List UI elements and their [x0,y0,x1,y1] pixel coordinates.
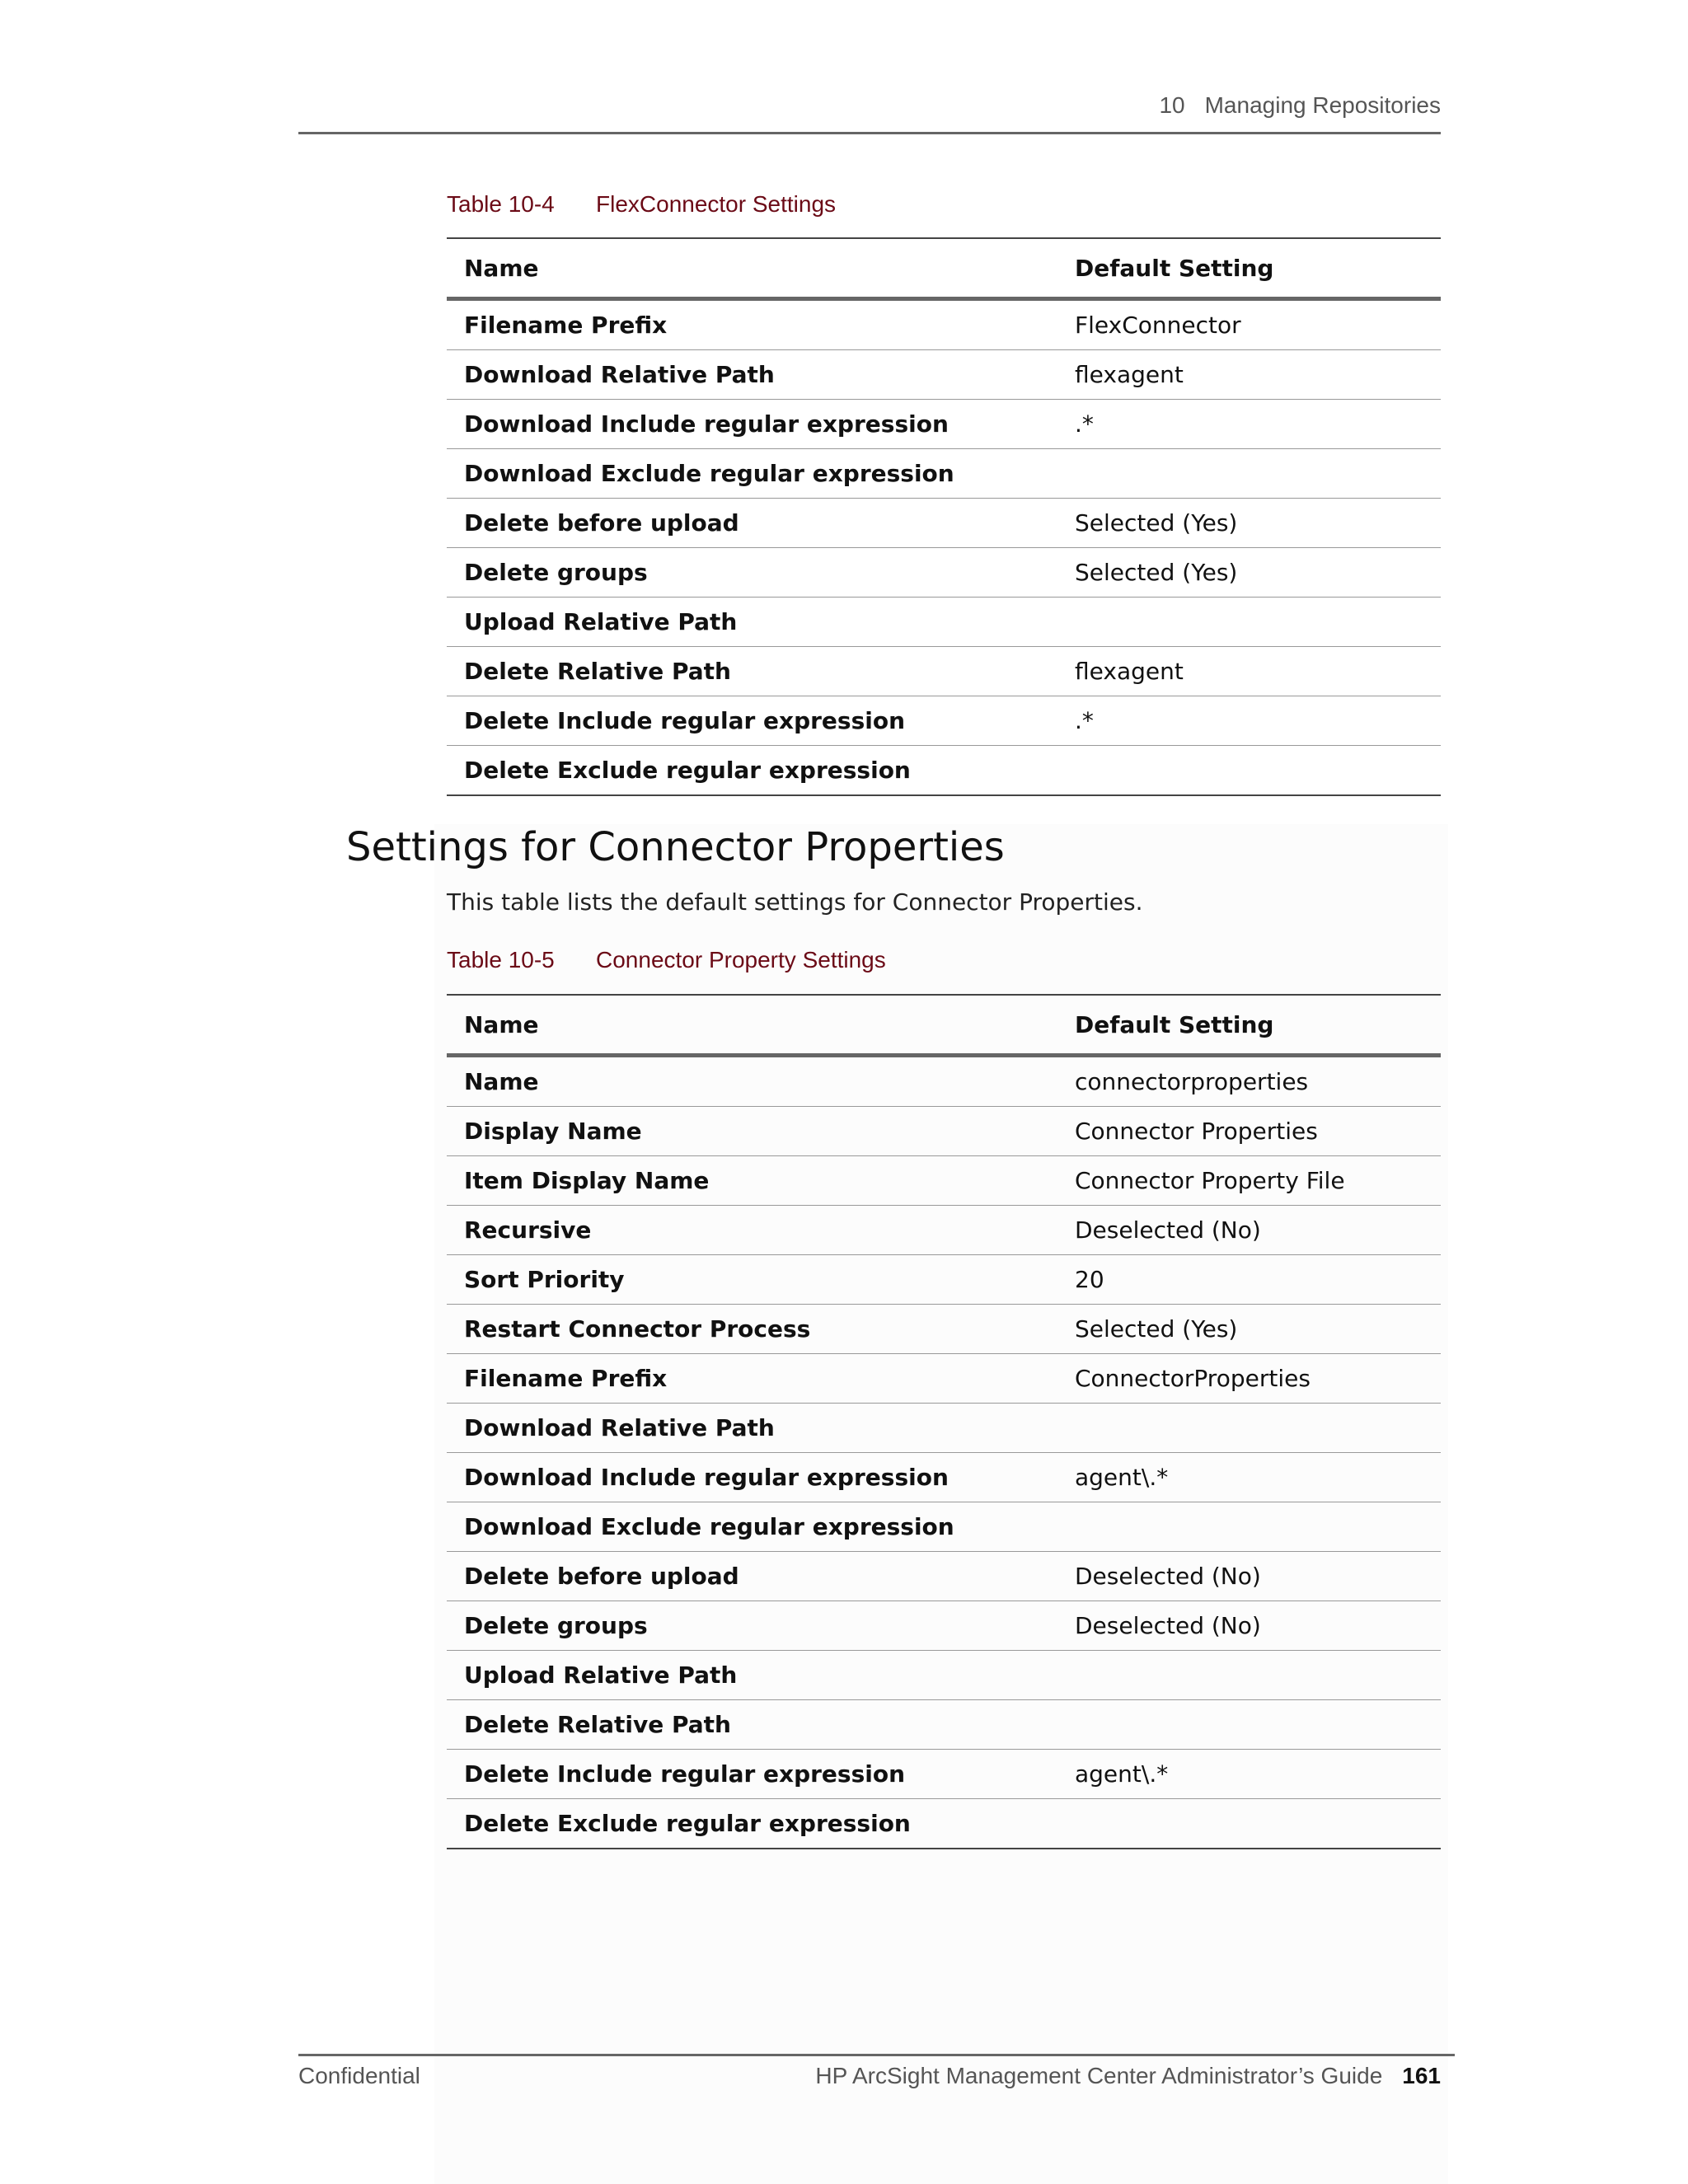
setting-name-cell: Delete Relative Path [464,658,731,685]
table-row [447,1255,1441,1305]
setting-name-cell: Upload Relative Path [464,608,738,635]
table-row [447,1354,1441,1404]
header-chapter-title: Managing Repositories [1204,92,1441,118]
table-row [447,299,1441,350]
setting-name-cell: Delete groups [464,1612,648,1639]
footer-confidential: Confidential [298,2063,420,2088]
setting-name-cell: Sort Priority [464,1266,625,1293]
table-row [447,598,1441,647]
default-setting-cell: connectorproperties [1075,1068,1309,1095]
table-caption-title: FlexConnector Settings [596,191,837,217]
page-number: 161 [1402,2063,1441,2088]
setting-name-cell: Filename Prefix [464,1365,668,1392]
default-setting-cell [1057,1700,1441,1750]
table-caption-flexconnector [447,191,836,218]
default-setting-cell [1057,1502,1441,1552]
setting-name-cell: Filename Prefix [464,312,668,339]
table-row [447,1453,1441,1502]
setting-name-cell: Download Exclude regular expression [464,460,954,487]
table-caption-number: Table 10-4 [447,191,555,217]
setting-name-cell: Download Include regular expression [464,1464,949,1491]
table-row [447,1404,1441,1453]
default-setting-cell: Selected (Yes) [1075,559,1238,586]
table-row [447,400,1441,449]
column-header-name: Name [464,254,539,282]
default-setting-cell [1057,1651,1441,1700]
default-setting-cell [1057,598,1441,647]
setting-name-cell: Delete Relative Path [464,1711,731,1738]
setting-name-cell: Upload Relative Path [464,1661,738,1689]
connector-property-settings-body [447,1056,1441,1849]
running-header [298,89,1441,134]
table-row [447,746,1441,796]
table-row [447,1700,1441,1750]
table-row [447,1156,1441,1206]
default-setting-cell: .* [1075,410,1094,438]
table-row [447,1502,1441,1552]
table-row [447,1056,1441,1107]
table-row [447,1206,1441,1255]
table-row [447,1552,1441,1601]
setting-name-cell: Item Display Name [464,1167,710,1194]
setting-name-cell: Download Relative Path [464,1414,775,1441]
footer-guide [815,2063,1441,2089]
table-row [447,1107,1441,1156]
table-row [447,1799,1441,1849]
setting-name-cell: Delete Exclude regular expression [464,757,911,784]
connector-property-settings-table [447,994,1441,1849]
table-row [447,449,1441,499]
default-setting-cell [1057,449,1441,499]
section-heading: Settings for Connector Properties [346,824,1005,870]
column-header-default-setting: Default Setting [1075,254,1274,282]
table-row [447,548,1441,598]
default-setting-cell: Connector Properties [1075,1118,1318,1145]
default-setting-cell [1057,1404,1441,1453]
setting-name-cell: Download Include regular expression [464,410,949,438]
default-setting-cell: agent\.* [1075,1760,1169,1788]
table-header-row [447,238,1441,299]
table-row [447,499,1441,548]
default-setting-cell: flexagent [1075,658,1184,685]
setting-name-cell: Delete groups [464,559,648,586]
running-footer [298,2054,1455,2097]
table-row [447,647,1441,696]
table-row [447,350,1441,400]
setting-name-cell: Download Relative Path [464,361,775,388]
footer-guide-title: HP ArcSight Management Center Administrator’s Guide [815,2063,1383,2088]
default-setting-cell: 20 [1075,1266,1104,1293]
table-row [447,696,1441,746]
default-setting-cell: flexagent [1075,361,1184,388]
default-setting-cell: FlexConnector [1075,312,1241,339]
flexconnector-settings-body [447,299,1441,796]
setting-name-cell: Restart Connector Process [464,1315,811,1343]
setting-name-cell: Delete Exclude regular expression [464,1810,911,1837]
table-header-row [447,995,1441,1056]
default-setting-cell: .* [1075,707,1094,734]
setting-name-cell: Delete Include regular expression [464,707,906,734]
setting-name-cell: Download Exclude regular expression [464,1513,954,1540]
default-setting-cell [1057,746,1441,796]
table-row [447,1651,1441,1700]
default-setting-cell: Deselected (No) [1075,1216,1261,1244]
header-chapter-number: 10 [1159,92,1185,118]
flexconnector-settings-table [447,237,1441,796]
table-row [447,1601,1441,1651]
default-setting-cell: Deselected (No) [1075,1563,1261,1590]
setting-name-cell: Delete before upload [464,509,739,537]
default-setting-cell: agent\.* [1075,1464,1169,1491]
table-row [447,1305,1441,1354]
table-row [447,1750,1441,1799]
default-setting-cell: Deselected (No) [1075,1612,1261,1639]
default-setting-cell [1057,1799,1441,1849]
setting-name-cell: Name [464,1068,539,1095]
default-setting-cell: Selected (Yes) [1075,509,1238,537]
table-caption-connector-property [447,947,886,973]
section-intro-text: This table lists the default settings for Connector Properties. [447,888,1143,916]
default-setting-cell: ConnectorProperties [1075,1365,1311,1392]
default-setting-cell: Selected (Yes) [1075,1315,1238,1343]
column-header-name: Name [464,1010,539,1038]
table-caption-number: Table 10-5 [447,947,555,972]
setting-name-cell: Recursive [464,1216,592,1244]
column-header-default-setting: Default Setting [1075,1010,1274,1038]
setting-name-cell: Delete Include regular expression [464,1760,906,1788]
table-caption-title: Connector Property Settings [596,947,886,972]
setting-name-cell: Delete before upload [464,1563,739,1590]
default-setting-cell: Connector Property File [1075,1167,1345,1194]
header-text [1159,92,1441,119]
setting-name-cell: Display Name [464,1118,642,1145]
